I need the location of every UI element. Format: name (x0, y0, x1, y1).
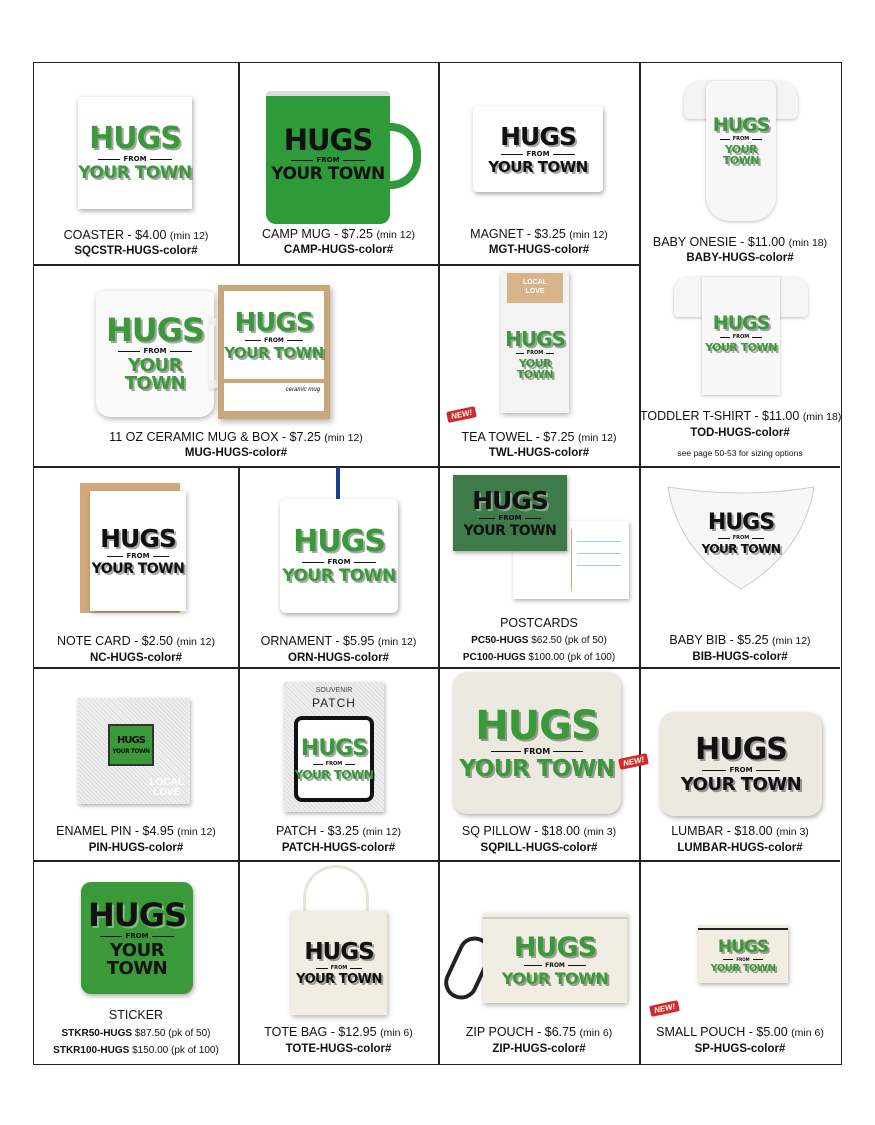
baby-onesie-image: HUGS FROM YOUR TOWN (684, 73, 798, 223)
tea-towel-label: TEA TOWEL - $7.25 (min 12) (461, 430, 617, 444)
zip-pouch-label: ZIP POUCH - $6.75 (min 6) (465, 1025, 613, 1039)
zip-pouch-cell[interactable] (439, 861, 639, 1064)
patch-cell[interactable] (239, 668, 438, 860)
enamel-pin-image (78, 698, 190, 804)
patch-label: PATCH - $3.25 (min 12) (276, 824, 401, 838)
pillow-new-badge: NEW! (618, 753, 649, 770)
note-card-image: HUGS FROM YOUR TOWN (90, 491, 186, 611)
postcard-hugs-text: HUGS (472, 486, 548, 515)
magnet-town-text: YOUR TOWN (488, 157, 588, 176)
lumbar-town-text: YOUR TOWN (680, 773, 802, 795)
tea-towel-sku: TWL-HUGS-color# (488, 447, 590, 459)
camp-mug-image (266, 91, 390, 224)
sq-pillow-hugs-text: HUGS (475, 702, 599, 749)
baby-onesie-sku: BABY-HUGS-color# (686, 252, 794, 264)
sticker-label: STICKER (108, 1008, 164, 1022)
baby-bib-image: HUGS FROM YOUR TOWN (664, 481, 818, 593)
patch-word-text: PATCH (312, 696, 356, 710)
coaster-from-text: FROM (123, 155, 147, 163)
sq-pillow-town-text: YOUR TOWN (459, 755, 615, 782)
note-card-label: NOTE CARD - $2.50 (min 12) (56, 634, 215, 648)
sticker-image: HUGS FROM YOUR TOWN (81, 882, 193, 994)
towel-love-text: LOVE (525, 288, 545, 295)
ornament-town-text: YOUR TOWN (282, 566, 396, 586)
ornament-label: ORNAMENT - $5.95 (min 12) (260, 634, 417, 648)
tote-bag-image: HUGS FROM YOUR TOWN (291, 911, 387, 1015)
magnet-label: MAGNET - $3.25 (min 12) (470, 227, 608, 241)
sq-pillow-cell[interactable] (439, 668, 646, 860)
patch-image: SOUVENIR PATCH HUGS FROM YOUR TOWN (284, 682, 384, 812)
lumbar-label: LUMBAR - $18.00 (min 3) (671, 824, 809, 838)
pin-town-text: YOUR TOWN (112, 747, 150, 755)
sticker-line-1: STKR50-HUGS $87.50 (pk of 50) (61, 1028, 211, 1039)
tote-town-text: YOUR TOWN (296, 971, 382, 987)
onesie-hugs-text: HUGS (712, 114, 770, 136)
tshirt-town-text: YOUR TOWN (705, 340, 777, 354)
ceramic-mug-hugs-text: HUGS (105, 310, 205, 349)
ceramic-mug-label: 11 OZ CERAMIC MUG & BOX - $7.25 (min 12) (109, 430, 363, 444)
coaster-image (78, 97, 192, 209)
tshirt-hugs-text: HUGS (712, 311, 770, 334)
zip-pouch-hugs-text: HUGS (513, 931, 597, 963)
tea-towel-image: LOCAL LOVE HUGS FROM YOUR TOWN (501, 271, 569, 413)
ornament-image: HUGS FROM YOUR TOWN (280, 499, 398, 613)
ornament-hugs-text: HUGS (293, 524, 385, 559)
onesie-town-text: YOUR TOWN (722, 143, 760, 167)
baby-onesie-cell[interactable] (640, 63, 840, 264)
patch-souvenir-text: SOUVENIR (315, 687, 353, 694)
tote-hugs-text: HUGS (304, 938, 374, 965)
bib-town-text: YOUR TOWN (701, 541, 781, 556)
baby-bib-sku: BIB-HUGS-color# (692, 651, 788, 663)
small-pouch-new-badge: NEW! (649, 1000, 680, 1017)
ornament-ribbon (336, 467, 340, 503)
magnet-image (473, 106, 603, 192)
small-pouch-image: HUGS FROM YOUR TOWN (698, 925, 788, 983)
pin-hugs-text: HUGS (117, 734, 145, 746)
mug-box-image: HUGS FROM YOUR TOWN ceramic mug (218, 285, 330, 419)
sticker-cell[interactable] (34, 861, 238, 1064)
product-grid (33, 62, 842, 1065)
note-card-cell[interactable] (34, 467, 238, 667)
small-pouch-cell[interactable] (640, 861, 840, 1064)
bib-hugs-text: HUGS (707, 509, 775, 535)
postcards-line-1: PC50-HUGS $62.50 (pk of 50) (471, 635, 607, 646)
tote-bag-label: TOTE BAG - $12.95 (min 6) (264, 1025, 413, 1039)
ceramic-mug-town-text: YOUR TOWN (124, 354, 186, 394)
enamel-pin-cell[interactable] (34, 668, 238, 860)
camp-mug-label: CAMP MUG - $7.25 (min 12) (262, 227, 415, 241)
magnet-sku: MGT-HUGS-color# (488, 244, 590, 256)
sq-pillow-label: SQ PILLOW - $18.00 (min 3) (461, 824, 617, 838)
ornament-cell[interactable] (239, 467, 438, 667)
postcard-front-image: HUGS FROM YOUR TOWN (453, 475, 567, 551)
camp-mug-hugs-text: HUGS (283, 122, 373, 157)
postcards-cell[interactable] (439, 467, 639, 667)
tea-towel-cell[interactable] (439, 265, 639, 466)
towel-hugs-text: HUGS (505, 326, 565, 351)
patch-hugs-text: HUGS (300, 735, 368, 761)
postcards-label: POSTCARDS (500, 616, 578, 630)
toddler-tshirt-sku: TOD-HUGS-color# (690, 427, 790, 439)
note-card-town-text: YOUR TOWN (91, 561, 185, 577)
ceramic-mug-cell[interactable] (34, 265, 438, 466)
small-pouch-hugs-text: HUGS (717, 936, 769, 957)
camp-mug-handle (387, 123, 421, 189)
magnet-cell[interactable] (439, 63, 639, 264)
zip-pouch-image: HUGS FROM YOUR TOWN (483, 913, 627, 1003)
sticker-hugs-text: HUGS (87, 895, 187, 934)
enamel-pin-label: ENAMEL PIN - $4.95 (min 12) (56, 824, 216, 838)
pin-love-text: LOVE (153, 787, 181, 798)
baby-bib-cell[interactable] (640, 467, 840, 667)
note-card-hugs-text: HUGS (100, 524, 176, 553)
sticker-town-text: YOUR TOWN (106, 939, 168, 979)
toddler-tshirt-cell[interactable] (640, 265, 840, 466)
tote-bag-cell[interactable] (239, 861, 438, 1064)
box-label: ceramic mug (224, 383, 324, 411)
towel-town-text: YOUR TOWN (516, 356, 554, 381)
sticker-line-2: STKR100-HUGS $150.00 (pk of 100) (53, 1045, 219, 1056)
pin-local-text: LOCAL (149, 777, 184, 788)
postcards-line-2: PC100-HUGS $100.00 (pk of 100) (462, 652, 616, 663)
tea-towel-new-badge: NEW! (446, 406, 477, 423)
camp-mug-from-text: FROM (316, 155, 340, 164)
postcard-town-text: YOUR TOWN (463, 523, 557, 539)
toddler-tshirt-note: see page 50-53 for sizing options (677, 448, 803, 458)
baby-bib-label: BABY BIB - $5.25 (min 12) (669, 633, 811, 647)
ceramic-mug-image: HUGS FROM YOUR TOWN (96, 291, 214, 417)
box-town-text: YOUR TOWN (224, 343, 324, 362)
magnet-hugs-text: HUGS (500, 121, 576, 151)
lumbar-sku: LUMBAR-HUGS-color# (677, 842, 803, 854)
camp-mug-sku: CAMP-HUGS-color# (283, 244, 394, 256)
lumbar-cell[interactable] (640, 668, 840, 860)
box-hugs-text: HUGS (234, 307, 314, 338)
baby-onesie-label: BABY ONESIE - $11.00 (min 18) (652, 235, 828, 249)
patch-sku: PATCH-HUGS-color# (281, 842, 396, 854)
toddler-tshirt-label: TODDLER T-SHIRT - $11.00 (min 18) (640, 409, 842, 423)
coaster-hugs-text: HUGS (89, 121, 181, 156)
lumbar-image: HUGS FROM YOUR TOWN (660, 712, 822, 816)
lumbar-hugs-text: HUGS (695, 731, 787, 767)
camp-mug-town-text: YOUR TOWN (271, 163, 385, 184)
small-pouch-town-text: YOUR TOWN (710, 962, 776, 974)
zip-pouch-town-text: YOUR TOWN (501, 968, 609, 988)
coaster-label: COASTER - $4.00 (min 12) (63, 228, 209, 242)
coaster-cell[interactable] (34, 63, 238, 264)
magnet-from-text: FROM (526, 149, 550, 158)
toddler-tshirt-image: HUGS FROM YOUR TOWN (674, 273, 808, 397)
ornament-sku: ORN-HUGS-color# (288, 652, 389, 664)
towel-local-text: LOCAL (522, 279, 548, 286)
zip-pouch-sku: ZIP-HUGS-color# (492, 1043, 586, 1055)
coaster-town-text: YOUR TOWN (78, 163, 192, 183)
camp-mug-cell[interactable] (239, 63, 438, 264)
ceramic-mug-sku: MUG-HUGS-color# (184, 447, 288, 459)
note-card-sku: NC-HUGS-color# (89, 652, 182, 664)
sq-pillow-sku: SQPILL-HUGS-color# (480, 842, 598, 854)
sq-pillow-image: HUGS FROM YOUR TOWN (453, 672, 621, 814)
patch-town-text: YOUR TOWN (294, 767, 374, 782)
small-pouch-label: SMALL POUCH - $5.00 (min 6) (656, 1025, 824, 1039)
enamel-pin-sku: PIN-HUGS-color# (88, 842, 184, 854)
small-pouch-sku: SP-HUGS-color# (694, 1043, 786, 1055)
tote-bag-sku: TOTE-HUGS-color# (285, 1043, 392, 1055)
coaster-sku: SQCSTR-HUGS-color# (74, 245, 198, 257)
